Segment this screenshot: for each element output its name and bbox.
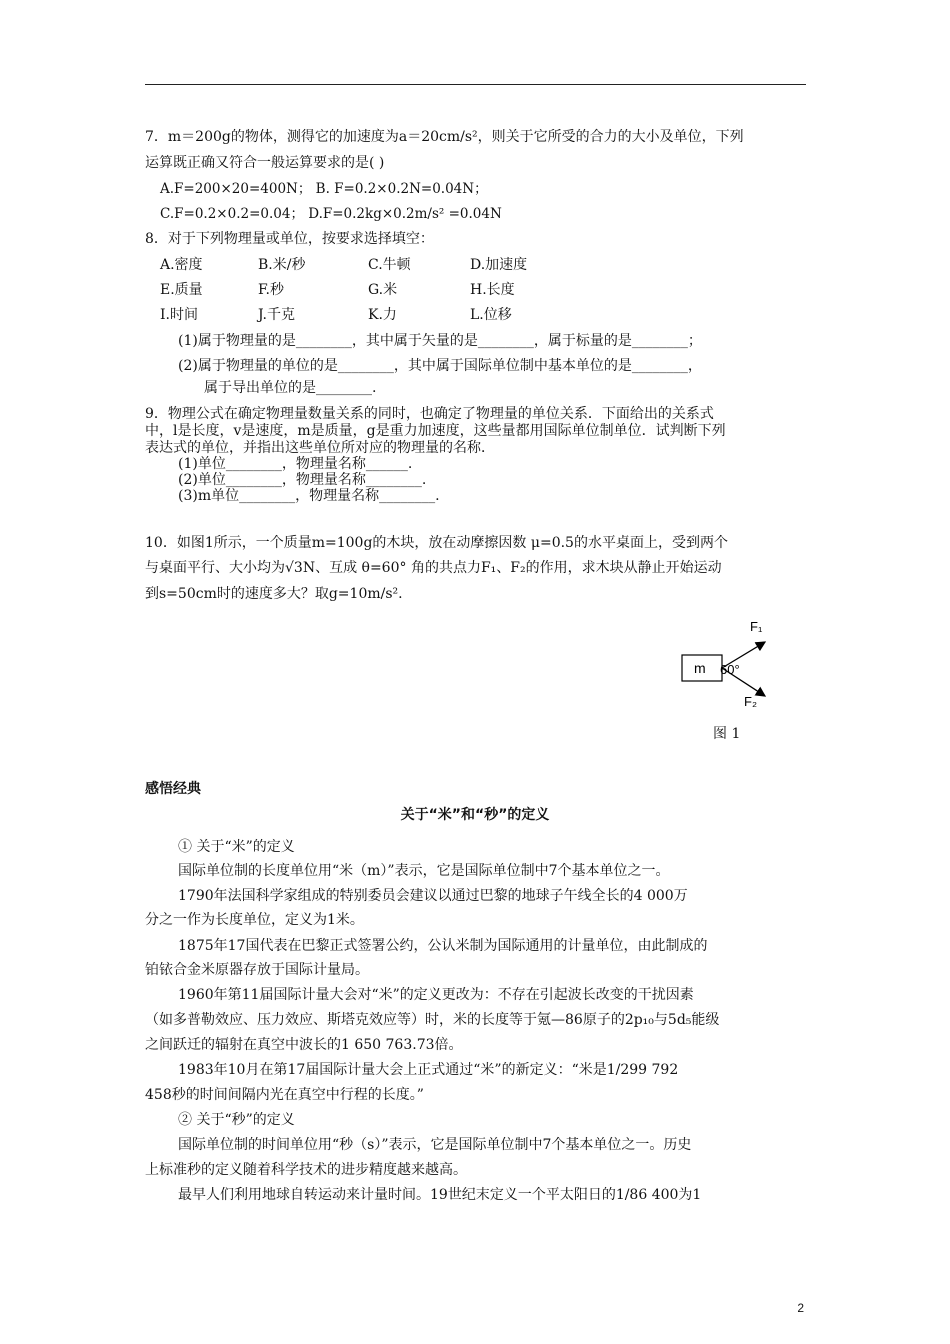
- q8-option: I.时间: [160, 307, 198, 323]
- subheading-meter: ① 关于“米”的定义: [178, 839, 295, 855]
- paragraph-line: 1875年17国代表在巴黎正式签署公约，公认米制为国际通用的计量单位，由此制成的: [178, 938, 708, 954]
- q9-line2: 中，l是长度，v是速度，m是质量，g是重力加速度，这些量都用国际单位制单位．试判断下列: [145, 423, 726, 439]
- q7-line1: 7．m＝200g的物体，测得它的加速度为a＝20cm/s²，则关于它所受的合力的大小及单位，下列: [145, 129, 744, 145]
- section-heading: 感悟经典: [145, 781, 201, 797]
- q7-options-ab: A.F=200×20=400N； B. F=0.2×0.2N=0.04N；: [160, 181, 488, 197]
- q8-option: E.质量: [160, 282, 203, 298]
- f1-label: F₁: [750, 619, 763, 634]
- q9-sub2: (2)单位________，物理量名称________.: [178, 472, 427, 488]
- q8-option: H.长度: [470, 282, 515, 298]
- paragraph-line: 1790年法国科学家组成的特别委员会建议以通过巴黎的地球子午线全长的4 000万: [178, 888, 688, 904]
- q8-option: C.牛顿: [368, 257, 411, 273]
- q8-sub2-cont: 属于导出单位的是________.: [204, 380, 377, 396]
- q8-option: B.米/秒: [258, 257, 306, 273]
- angle-label: 60°: [720, 662, 740, 677]
- q9-line1: 9．物理公式在确定物理量数量关系的同时，也确定了物理量的单位关系．下面给出的关系式: [145, 406, 714, 422]
- q8-option: F.秒: [258, 282, 284, 298]
- q8-sub1: (1)属于物理量的是________，其中属于矢量的是________，属于标量的是________；: [178, 333, 702, 349]
- q8-option: G.米: [368, 282, 398, 298]
- paragraph-line: 国际单位制的长度单位用“米（m）”表示，它是国际单位制中7个基本单位之一。: [178, 863, 670, 879]
- q10-line3: 到s=50cm时的速度多大？取g=10m/s².: [145, 586, 403, 602]
- q7-line2: 运算既正确又符合一般运算要求的是( ): [145, 155, 385, 171]
- paragraph-line: 1960年第11届国际计量大会对“米”的定义更改为：不存在引起波长改变的干扰因素: [178, 987, 694, 1003]
- q7-options-cd: C.F=0.2×0.2=0.04； D.F=0.2kg×0.2m/s² =0.04N: [160, 206, 502, 222]
- paragraph-line: 最早人们利用地球自转运动来计量时间。19世纪末定义一个平太阳日的1/86 400为1: [178, 1187, 702, 1203]
- q8-option: J.千克: [258, 307, 295, 323]
- paragraph-line: 1983年10月在第17届国际计量大会上正式通过“米”的新定义：“米是1/299 792: [178, 1062, 679, 1078]
- paragraph-line: （如多普勒效应、压力效应、斯塔克效应等）时，米的长度等于氪—86原子的2p₁₀与5d₅能级: [145, 1012, 720, 1028]
- q9-line3: 表达式的单位，并指出这些单位所对应的物理量的名称．: [145, 440, 495, 456]
- subheading-second: ② 关于“秒”的定义: [178, 1112, 295, 1128]
- section-title: 关于“米”和“秒”的定义: [400, 807, 550, 823]
- q9-sub3: (3)m单位________，物理量名称________.: [178, 488, 440, 504]
- paragraph-line: 458秒的时间间隔内光在真空中行程的长度。”: [145, 1087, 424, 1103]
- f2-label: F₂: [744, 694, 757, 709]
- header-rule: [145, 84, 806, 85]
- force-diagram: [670, 618, 780, 713]
- q8-option: D.加速度: [470, 257, 528, 273]
- paragraph-line: 上标准秒的定义随着科学技术的进步精度越来越高。: [145, 1162, 467, 1178]
- paragraph-line: 分之一作为长度单位，定义为1米。: [145, 912, 364, 928]
- block-mass-label: m: [694, 660, 706, 676]
- q9-sub1: (1)单位________，物理量名称______.: [178, 456, 413, 472]
- q8-option: K.力: [368, 307, 397, 323]
- q8-sub2: (2)属于物理量的单位的是________，其中属于国际单位制中基本单位的是________，: [178, 358, 702, 374]
- q10-line1: 10．如图1所示，一个质量m=100g的木块，放在动摩擦因数 μ=0.5的水平桌面上，受到两个: [145, 535, 728, 551]
- paragraph-line: 之间跃迁的辐射在真空中波长的1 650 763.73倍。: [145, 1037, 463, 1053]
- q8-option: L.位移: [470, 307, 512, 323]
- q10-line2: 与桌面平行、大小均为√3N、互成 θ=60° 角的共点力F₁、F₂的作用，求木块从静止开始运动: [145, 560, 722, 576]
- page-number: 2: [797, 1301, 804, 1315]
- q8-stem: 8．对于下列物理量或单位，按要求选择填空：: [145, 231, 434, 247]
- paragraph-line: 铂铱合金米原器存放于国际计量局。: [145, 962, 369, 978]
- q8-option: A.密度: [160, 257, 203, 273]
- figure-caption: 图 1: [713, 726, 741, 742]
- paragraph-line: 国际单位制的时间单位用“秒（s）”表示，它是国际单位制中7个基本单位之一。历史: [178, 1137, 692, 1153]
